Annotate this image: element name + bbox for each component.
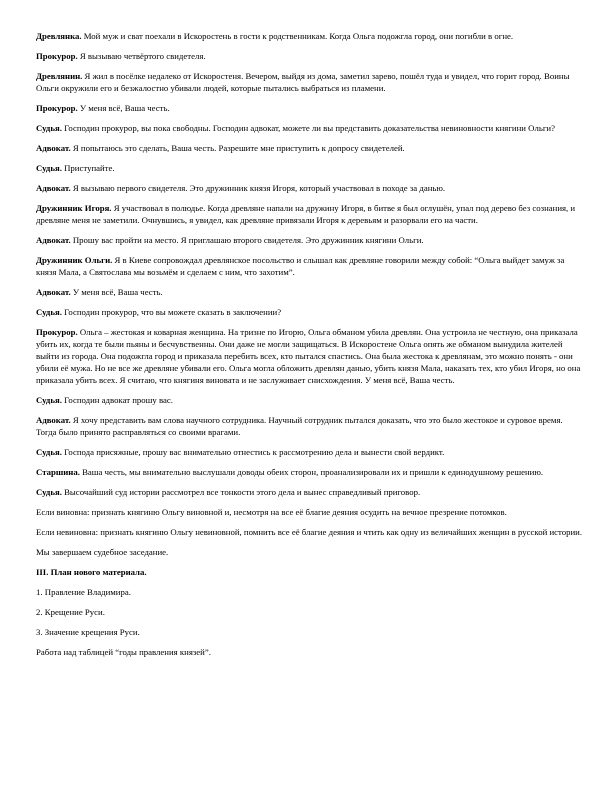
paragraph-text: Если виновна: признать княгиню Ольгу виновной и, несмотря на все её благие деяния осудить на вечное презрение потомков. <box>36 507 507 517</box>
document-page <box>36 30 584 666</box>
paragraph-text: Ольга – жестокая и коварная женщина. На тризне по Игорю, Ольга обманом убила древлян. Она устроила не честную, она приказала убить их, когда те были пьяны и бесчувственны. Они даже не могли защищаться. В Искоростене Ольга опять же обманом вынудила жителей выйти из города. Она подожгла город и приказала перебить всех, кто пытался спастись. Она была жестока к древлянам, это можно понять - они убили её мужа. Но не все же древляне убивали его. Ольга могла обложить древлян данью, убить князя Мала, наказать тех, кто убил Игоря, но она приказала убить всех. Я считаю, что княгиня виновата и не заслуживает снисхождения. У меня всё, Ваша честь. <box>36 327 581 385</box>
plan-item-1: 1. Правление Владимира. <box>36 587 131 597</box>
dialogue-paragraph <box>36 506 584 518</box>
paragraph-text: У меня всё, Ваша честь. <box>77 103 170 113</box>
dialogue-paragraph <box>36 286 584 298</box>
speaker-name: Адвокат. <box>36 415 71 425</box>
speaker-name: Дружинник Игоря. <box>36 203 112 213</box>
speaker-name: Старшина. <box>36 467 80 477</box>
dialogue-paragraph <box>36 182 584 194</box>
dialogue-paragraph <box>36 394 584 406</box>
speaker-name: Судья. <box>36 307 62 317</box>
paragraph-text: Господин адвокат прошу вас. <box>61 395 173 405</box>
speaker-name: Дружинник Ольги. <box>36 255 113 265</box>
closing-line: Работа над таблицей “годы правления князей”. <box>36 647 211 657</box>
paragraph-text: Я жил в посёлке недалеко от Искоростеня. Вечером, выйдя из дома, заметил зарево, пошёл туда и увидел, что горит город. Воины Ольги окружили его и безжалостно убивали людей, которые пытались выбраться из пламени. <box>36 71 570 93</box>
dialogue-paragraph <box>36 202 584 226</box>
speaker-name: Прокурор. <box>36 51 78 61</box>
speaker-name: Прокурор. <box>36 327 78 337</box>
dialogue-paragraph <box>36 466 584 478</box>
dialogue-paragraph <box>36 414 584 438</box>
paragraph-text: Я вызываю первого свидетеля. Это дружинник князя Игоря, который участвовал в походе за данью. <box>70 183 446 193</box>
dialogue-paragraph <box>36 50 584 62</box>
paragraph-text: Я попытаюсь это сделать, Ваша честь. Разрешите мне приступить к допросу свидетелей. <box>70 143 405 153</box>
paragraph-text: Господин прокурор, что вы можете сказать в заключении? <box>61 307 282 317</box>
speaker-name: Судья. <box>36 395 62 405</box>
paragraph-text: Приступайте. <box>61 163 115 173</box>
speaker-name: Древлянин. <box>36 71 83 81</box>
paragraph-text: Я в Киеве сопровождал древлянское посольство и слышал как древляне говорили между собой: “Ольга выйдет замуж за князя Мала, а Святослава мы возьмём и сделаем с ним, что захотим”. <box>36 255 565 277</box>
speaker-name: Древлянка. <box>36 31 82 41</box>
speaker-name: Судья. <box>36 447 62 457</box>
dialogue-paragraph <box>36 30 584 42</box>
dialogue-paragraph <box>36 122 584 134</box>
speaker-name: Адвокат. <box>36 183 71 193</box>
dialogue-paragraph <box>36 306 584 318</box>
paragraph-text: Ваша честь, мы внимательно выслушали доводы обеих сторон, проанализировали их и пришли к единодушному решению. <box>79 467 544 477</box>
section-heading: III. План нового материала. <box>36 567 147 577</box>
paragraph-text: Я хочу представить вам слова научного сотрудника. Научный сотрудник пытался доказать, что это было жестокое и суровое время. Тогда было принято расправляться со своими врагами. <box>36 415 563 437</box>
plan-item-2: 2. Крещение Руси. <box>36 607 105 617</box>
dialogue-paragraph <box>36 326 584 386</box>
dialogue-transcript <box>36 30 584 558</box>
dialogue-paragraph <box>36 102 584 114</box>
dialogue-paragraph <box>36 142 584 154</box>
dialogue-paragraph <box>36 254 584 278</box>
dialogue-paragraph <box>36 234 584 246</box>
speaker-name: Судья. <box>36 123 62 133</box>
plan-item-3: 3. Значение крещения Руси. <box>36 627 140 637</box>
paragraph-text: Я участвовал в полюдье. Когда древляне напали на дружину Игоря, в битве я был оглушён, упал под дерево без сознания, и древляне меня не заметили. Очнувшись, я увидел, как древляне привязали Игоря к деревьям и разорвали его на части. <box>36 203 576 225</box>
speaker-name: Адвокат. <box>36 287 71 297</box>
paragraph-text: Прошу вас пройти на место. Я приглашаю второго свидетеля. Это дружинник княгини Ольги. <box>70 235 424 245</box>
speaker-name: Адвокат. <box>36 143 71 153</box>
speaker-name: Прокурор. <box>36 103 78 113</box>
dialogue-paragraph <box>36 446 584 458</box>
speaker-name: Судья. <box>36 163 62 173</box>
paragraph-text: Господин прокурор, вы пока свободны. Господин адвокат, можете ли вы представить доказательства невиновности княгини Ольги? <box>61 123 555 133</box>
dialogue-paragraph <box>36 526 584 538</box>
dialogue-paragraph <box>36 162 584 174</box>
speaker-name: Судья. <box>36 487 62 497</box>
paragraph-text: Высочайший суд истории рассмотрел все тонкости этого дела и вынес справедливый приговор. <box>61 487 421 497</box>
dialogue-paragraph <box>36 70 584 94</box>
paragraph-text: Мой муж и сват поехали в Искоростень в гости к родственникам. Когда Ольга подожгла город, они погибли в огне. <box>81 31 514 41</box>
dialogue-paragraph <box>36 486 584 498</box>
paragraph-text: Если невиновна: признать княгиню Ольгу невиновной, помнить все её благие деяния и чтить как одну из величайших женщин в русской истории. <box>36 527 583 537</box>
paragraph-text: Мы завершаем судебное заседание. <box>36 547 169 557</box>
paragraph-text: Я вызываю четвёртого свидетеля. <box>77 51 206 61</box>
paragraph-text: У меня всё, Ваша честь. <box>70 287 163 297</box>
dialogue-paragraph <box>36 546 584 558</box>
speaker-name: Адвокат. <box>36 235 71 245</box>
paragraph-text: Господа присяжные, прошу вас внимательно отнестись к рассмотрению дела и вынести свой вердикт. <box>61 447 445 457</box>
